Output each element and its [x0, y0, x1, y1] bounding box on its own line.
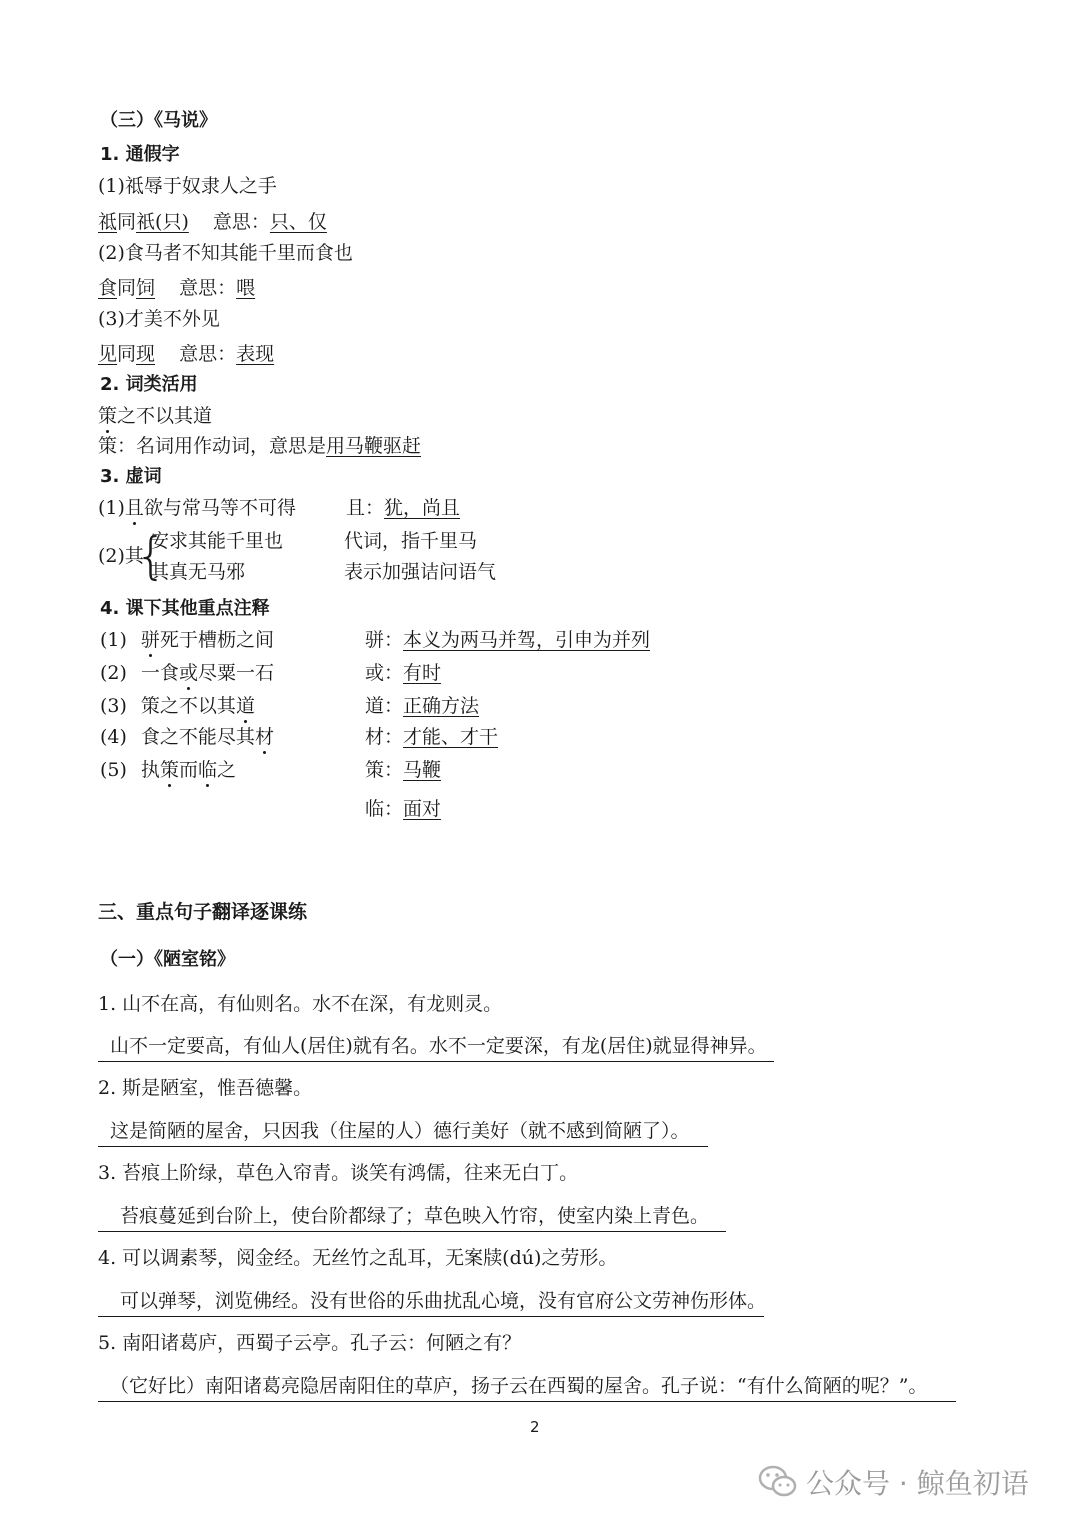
tongjiazi-a1: [98, 209, 327, 235]
a2-char: 食: [98, 277, 118, 299]
note-row-2: [100, 660, 274, 686]
a1-meaning: 只、仅: [269, 211, 327, 233]
note-ans-4: [365, 724, 498, 750]
a2-char2: 饲: [136, 277, 156, 299]
page-number: 2: [530, 1418, 540, 1436]
note-num: (2): [100, 662, 127, 684]
note-dot: 策: [159, 759, 179, 781]
a2-meaning: 喂: [236, 277, 256, 299]
translation-a4: 可以弹琴，浏览佛经。没有世俗的乐曲扰乱心境，没有官府公文劳神伤形体。: [98, 1288, 764, 1317]
tongjiazi-q1: (1)祗辱于奴隶人之手: [98, 175, 277, 197]
tongjiazi-a3: [98, 341, 274, 367]
xuci-l1-key: 且：: [346, 497, 385, 519]
note-pre: 执: [140, 759, 160, 781]
a1-meaning-label: 意思：: [212, 211, 270, 233]
cilei-q-rest: 之不以其道: [117, 405, 213, 427]
note-ans-3: [365, 693, 479, 719]
cilei-a-pre: 策：名词用作动词，意思是: [98, 435, 327, 457]
tongjiazi-q2: (2)食马者不知其能千里而食也: [98, 242, 353, 264]
note-post-2: 之: [216, 759, 236, 781]
sub-heading-xuci: 3. 虚词: [100, 466, 162, 487]
translation-a3: 苔痕蔓延到台阶上，使台阶都绿了；草色映入竹帘，使室内染上青色。: [98, 1203, 726, 1232]
xuci-l1: [98, 495, 296, 521]
note-row-1: [100, 627, 274, 653]
note-ans-2: [365, 660, 441, 686]
note-dot: 或: [178, 662, 198, 684]
xuci-l1-dot: 且: [124, 497, 144, 519]
note-dot-2: 临: [197, 759, 217, 781]
wechat-icon: [758, 1465, 798, 1499]
note-num: (1): [100, 629, 127, 651]
note-post: 尽粟一石: [197, 662, 274, 684]
note-num: (4): [100, 726, 127, 748]
note-key: 或：: [365, 662, 404, 684]
tongjiazi-a2: [98, 275, 255, 301]
a2-same: 同: [117, 277, 137, 299]
watermark: [758, 1462, 1029, 1502]
translation-a1: 山不一定要高，有仙人(居住)就有名。水不一定要深，有龙(居住)就显得神异。: [98, 1033, 774, 1062]
note-dot: 道: [235, 695, 255, 717]
sub-heading-cilei: 2. 词类活用: [100, 374, 198, 395]
xuci-l1-rest: 欲与常马等不可得: [143, 497, 296, 519]
note-ans-5: [365, 757, 441, 783]
a1-char2: 祇(只): [136, 211, 189, 233]
xuci-l2-pre: (2)其: [98, 545, 144, 567]
cilei-dot-char: 策: [98, 405, 118, 427]
note-pre: 食之不能尽其: [140, 726, 255, 748]
xuci-l2a: 安求其能千里也: [150, 530, 284, 552]
xuci-l1-val: 犹，尚且: [384, 497, 461, 519]
note-key: 材：: [365, 726, 404, 748]
watermark-text: 公众号 · 鲸鱼初语: [806, 1467, 1029, 1500]
note-row-4: [100, 724, 274, 750]
xuci-l2b-ans: 表示加强诘问语气: [344, 561, 497, 583]
note-pre: 一食: [140, 662, 179, 684]
note-row-5: [100, 757, 236, 783]
note-num: (5): [100, 759, 127, 781]
note-ans-extra: [365, 796, 441, 822]
note-val: 马鞭: [403, 759, 442, 781]
note-post: 死于槽枥之间: [159, 629, 274, 651]
note-val: 正确方法: [403, 695, 480, 717]
translation-q3: 3. 苔痕上阶绿，草色入帘青。谈笑有鸿儒，往来无白丁。: [98, 1162, 579, 1184]
a3-meaning-label: 意思：: [179, 343, 237, 365]
note-dot: 材: [254, 726, 274, 748]
translation-a5: （它好比）南阳诸葛亮隐居南阳住的草庐，扬子云在西蜀的屋舍。孔子说：“有什么简陋的呢？”。: [98, 1373, 956, 1402]
note-pre: 策之不以其: [140, 695, 236, 717]
note-key: 骈：: [365, 629, 404, 651]
translation-q5: 5. 南阳诸葛庐，西蜀子云亭。孔子云：何陋之有？: [98, 1332, 522, 1354]
translation-q2: 2. 斯是陋室，惟吾德馨。: [98, 1077, 313, 1099]
note-post: 而: [178, 759, 198, 781]
note-key: 道：: [365, 695, 404, 717]
section-heading-translation: 三、重点句子翻译逐课练: [98, 901, 308, 923]
a2-meaning-label: 意思：: [179, 277, 237, 299]
a3-same: 同: [117, 343, 137, 365]
tongjiazi-q3: (3)才美不外见: [98, 308, 220, 330]
sub-heading-loushiming: （一）《陋室铭》: [100, 949, 235, 970]
note-row-3: [100, 693, 255, 719]
a3-char2: 现: [136, 343, 156, 365]
note-key: 策：: [365, 759, 404, 781]
translation-q4: 4. 可以调素琴，阅金经。无丝竹之乱耳，无案牍(dú)之劳形。: [98, 1247, 618, 1269]
xuci-l1-pre: (1): [98, 497, 125, 519]
xuci-l2b: 其真无马邪: [150, 561, 246, 583]
brace-icon: {: [135, 527, 167, 585]
translation-a2: 这是简陋的屋舍，只因我（住屋的人）德行美好（就不感到简陋了）。: [98, 1118, 708, 1147]
a1-same: 同: [117, 211, 137, 233]
sub-heading-notes: 4. 课下其他重点注释: [100, 598, 270, 619]
sub-heading-tongjiazi: 1. 通假字: [100, 144, 180, 165]
translation-q1: 1. 山不在高，有仙则名。水不在深，有龙则灵。: [98, 993, 503, 1015]
cilei-a-val: 用马鞭驱赶: [326, 435, 422, 457]
a3-char: 见: [98, 343, 118, 365]
a3-meaning: 表现: [236, 343, 275, 365]
cilei-q: [98, 403, 212, 429]
note-val: 面对: [403, 798, 442, 820]
cilei-a: [98, 433, 421, 459]
xuci-l2a-ans: 代词，指千里马: [344, 530, 478, 552]
note-ans-1: [365, 627, 650, 653]
note-num: (3): [100, 695, 127, 717]
note-val: 才能、才干: [403, 726, 499, 748]
note-val: 本义为两马并驾，引申为并列: [403, 629, 651, 651]
xuci-l1-ans: [346, 495, 460, 521]
section-heading-ma-shuo: （三）《马说》: [100, 110, 217, 131]
a1-char: 祗: [98, 211, 118, 233]
note-dot: 骈: [140, 629, 160, 651]
note-key: 临：: [365, 798, 404, 820]
note-val: 有时: [403, 662, 442, 684]
